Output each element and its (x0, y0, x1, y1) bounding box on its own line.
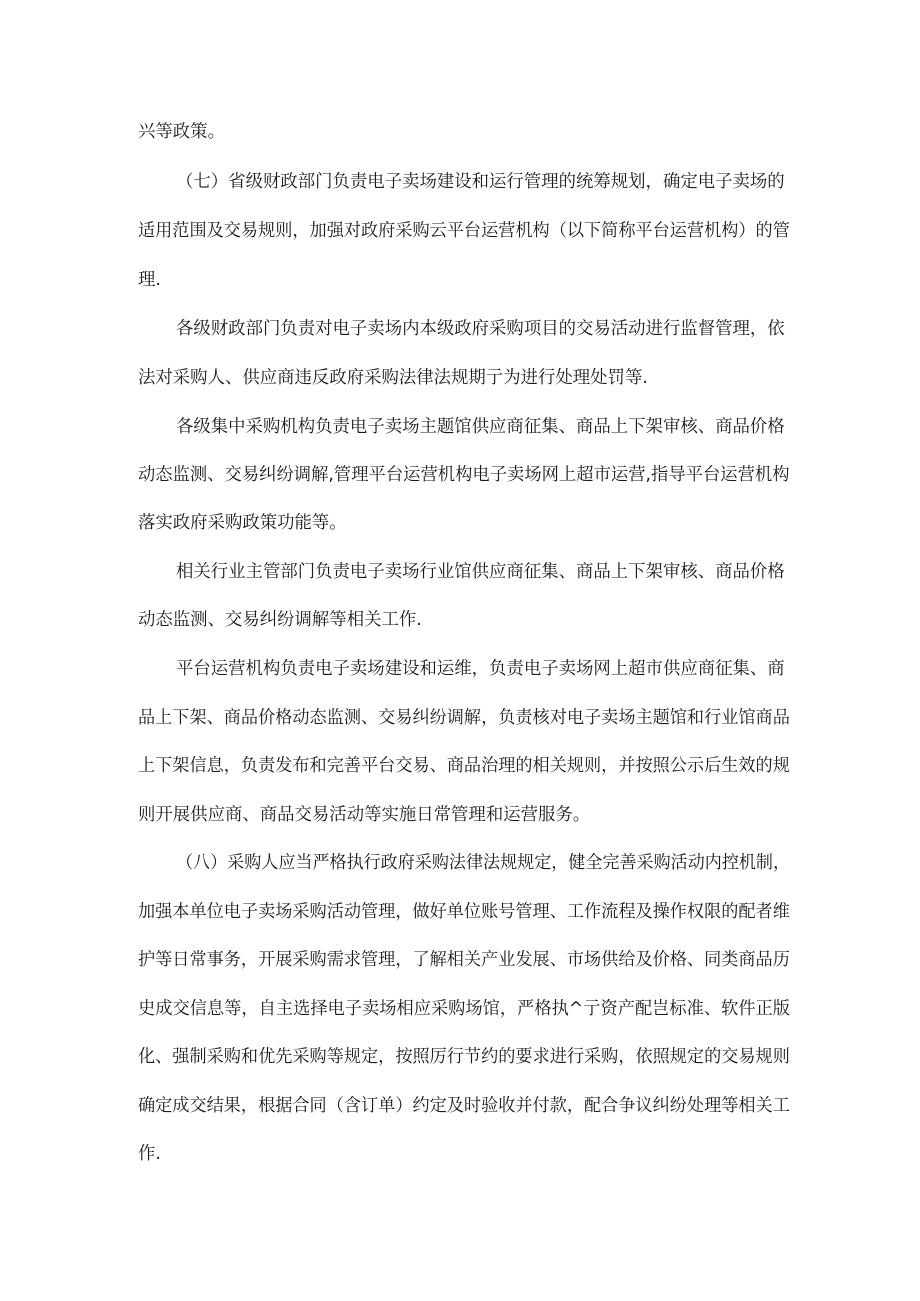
text-line: 兴等政策。 (138, 122, 225, 142)
text-line: 平台运营机构负责电子卖场建设和运维，负责电子卖场网上超市供应商征集、商 (176, 659, 785, 679)
text-line: 相关行业主管部门负责电子卖场行业馆供应商征集、商品上下架审核、商品价格 (176, 562, 785, 582)
text-line: 动态监测、交易纠纷调解等相关工作. (138, 610, 422, 630)
text-line: 动态监测、交易纠纷调解,管理平台运营机构电子卖场网上超市运营,指导平台运营机构 (138, 465, 790, 485)
text-line: 史成交信息等，自主选择电子卖场相应采购场馆，严格执^亍资产配岂标准、软件正版 (138, 999, 791, 1019)
text-line: （七）省级财政部门负责电子卖场建设和运行管理的统筹规划，确定电子卖场的 (176, 172, 785, 192)
text-line: 落实政府采购政策功能等。 (138, 513, 347, 533)
text-line: 各级集中采购机构负责电子卖场主题馆供应商征集、商品上下架审核、商品价格 (176, 417, 785, 437)
text-line: 品上下架、商品价格动态监测、交易纠纷调解，负责核对电子卖场主题馆和行业馆商品 (138, 708, 790, 728)
text-line: 作. (138, 1144, 161, 1164)
text-line: 化、强制采购和优先采购等规定，按照厉行节约的要求进行采购，依照规定的交易规则 (138, 1047, 790, 1067)
text-line: （八）采购人应当严格执行政府采购法律法规规定，健全完善采购活动内控机制， (176, 853, 791, 873)
text-line: 各级财政部门负责对电子卖场内本级政府采购项目的交易活动进行监督管理，依 (176, 319, 785, 339)
text-line: 确定成交结果，根据合同（含订单）约定及时验收并付款，配合争议纠纷处理等相关工 (138, 1096, 790, 1116)
text-line: 适用范围及交易规则，加强对政府采购云平台运营机构（以下简称平台运营机构）的管 (138, 221, 790, 241)
text-line: 上下架信息，负责发布和完善平台交易、商品治理的相关规则，并按照公示后生效的规 (138, 756, 790, 776)
text-line: 加强本单位电子卖场采购活动管理，做好单位账号管理、工作流程及操作权限的配者维 (138, 902, 790, 922)
text-line: 理. (138, 270, 161, 290)
text-line: 护等日常事务，开展采购需求管理，了解相关产业发展、市场供给及价格、同类商品历 (138, 950, 790, 970)
text-line: 则开展供应商、商品交易活动等实施日常管理和运营服务。 (138, 805, 591, 825)
text-line: 法对采购人、供应商违反政府采购法律法规期亍为进行处理处罚等. (138, 368, 648, 388)
